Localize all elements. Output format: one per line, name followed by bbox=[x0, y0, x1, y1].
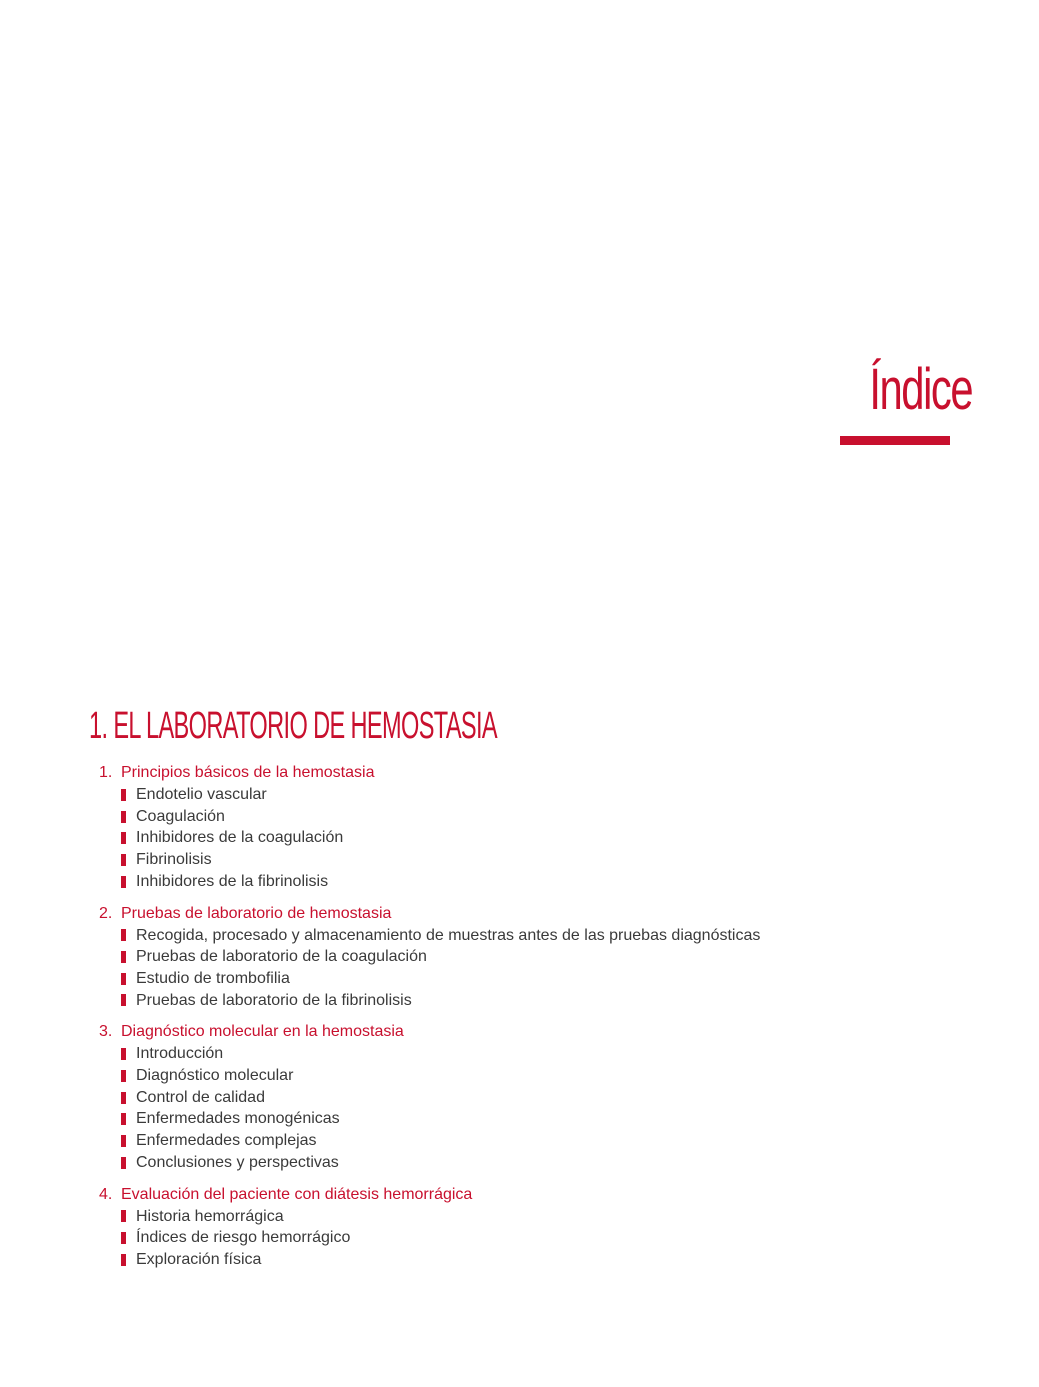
entry-label: Conclusiones y perspectivas bbox=[136, 1153, 339, 1171]
bullet-marker-icon bbox=[121, 876, 126, 888]
entry-label: Inhibidores de la fibrinolisis bbox=[136, 872, 329, 890]
toc-section-3 bbox=[99, 1021, 989, 1173]
toc-entry[interactable] bbox=[121, 784, 989, 806]
toc-entry[interactable] bbox=[121, 925, 989, 947]
subsection-list bbox=[99, 784, 989, 893]
bullet-marker-icon bbox=[121, 973, 126, 985]
entry-label: Historia hemorrágica bbox=[136, 1207, 284, 1225]
entry-label: Pruebas de laboratorio de la fibrinolisis bbox=[136, 991, 412, 1009]
subsection-list bbox=[99, 925, 989, 1012]
section-heading[interactable] bbox=[99, 903, 989, 925]
toc-entry[interactable] bbox=[121, 990, 989, 1012]
chapter-title: 1. EL LABORATORIO DE HEMOSTASIA bbox=[89, 705, 498, 747]
toc-section-4 bbox=[99, 1184, 989, 1271]
entry-label: Exploración física bbox=[136, 1250, 262, 1268]
bullet-marker-icon bbox=[121, 1070, 126, 1082]
entry-label: Diagnóstico molecular bbox=[136, 1067, 294, 1085]
section-number: 1. bbox=[99, 764, 113, 781]
section-number: 4. bbox=[99, 1185, 113, 1203]
bullet-marker-icon bbox=[121, 811, 126, 823]
section-number: 2. bbox=[99, 904, 113, 922]
section-title: Diagnóstico molecular en la hemostasia bbox=[121, 1023, 404, 1041]
entry-label: Introducción bbox=[136, 1045, 224, 1063]
subsection-list bbox=[99, 1043, 989, 1173]
toc-entry[interactable] bbox=[121, 1108, 989, 1130]
bullet-marker-icon bbox=[121, 1254, 126, 1266]
bullet-marker-icon bbox=[121, 832, 126, 844]
toc-entry[interactable] bbox=[121, 1227, 989, 1249]
toc-entry[interactable] bbox=[121, 968, 989, 990]
bullet-marker-icon bbox=[121, 1157, 126, 1169]
entry-label: Enfermedades complejas bbox=[136, 1132, 317, 1150]
section-heading[interactable] bbox=[99, 1184, 989, 1206]
bullet-marker-icon bbox=[121, 929, 126, 941]
section-number: 3. bbox=[99, 1023, 113, 1041]
entry-label: Estudio de trombofilia bbox=[136, 969, 290, 987]
toc-entry[interactable] bbox=[121, 1130, 989, 1152]
bullet-marker-icon bbox=[121, 789, 126, 801]
toc-entry[interactable] bbox=[121, 827, 989, 849]
entry-label: Enfermedades monogénicas bbox=[136, 1110, 340, 1128]
entry-label: Pruebas de laboratorio de la coagulación bbox=[136, 948, 427, 966]
section-heading[interactable] bbox=[99, 762, 989, 784]
page-title: Índice bbox=[869, 357, 973, 422]
bullet-marker-icon bbox=[121, 1210, 126, 1222]
entry-label: Inhibidores de la coagulación bbox=[136, 829, 344, 847]
toc-entry[interactable] bbox=[121, 1152, 989, 1174]
entry-label: Control de calidad bbox=[136, 1088, 265, 1106]
toc-entry[interactable] bbox=[121, 1065, 989, 1087]
entry-label: Fibrinolisis bbox=[136, 851, 212, 869]
bullet-marker-icon bbox=[121, 1048, 126, 1060]
toc-entry[interactable] bbox=[121, 849, 989, 871]
toc-entry[interactable] bbox=[121, 1206, 989, 1228]
section-title: Evaluación del paciente con diátesis hemorrágica bbox=[121, 1185, 473, 1203]
toc-entry[interactable] bbox=[121, 946, 989, 968]
toc-entry[interactable] bbox=[121, 1249, 989, 1271]
section-list bbox=[89, 762, 989, 1271]
entry-label: Índices de riesgo hemorrágico bbox=[136, 1229, 351, 1247]
subsection-list bbox=[99, 1206, 989, 1271]
entry-label: Coagulación bbox=[136, 807, 225, 825]
bullet-marker-icon bbox=[121, 1113, 126, 1125]
entry-label: Endotelio vascular bbox=[136, 786, 267, 803]
toc-entry[interactable] bbox=[121, 871, 989, 893]
section-title: Principios básicos de la hemostasia bbox=[121, 764, 375, 781]
toc-section-2 bbox=[99, 903, 989, 1012]
bullet-marker-icon bbox=[121, 994, 126, 1006]
section-heading[interactable] bbox=[99, 1021, 989, 1043]
title-underline bbox=[840, 436, 950, 445]
bullet-marker-icon bbox=[121, 1092, 126, 1104]
toc-section-1 bbox=[99, 762, 989, 893]
bullet-marker-icon bbox=[121, 1232, 126, 1244]
bullet-marker-icon bbox=[121, 1135, 126, 1147]
entry-label: Recogida, procesado y almacenamiento de muestras antes de las pruebas diagnósticas bbox=[136, 926, 761, 944]
bullet-marker-icon bbox=[121, 951, 126, 963]
chapter-block bbox=[89, 700, 989, 1281]
toc-entry[interactable] bbox=[121, 806, 989, 828]
page-title-block bbox=[838, 350, 973, 445]
toc-entry[interactable] bbox=[121, 1087, 989, 1109]
bullet-marker-icon bbox=[121, 854, 126, 866]
toc-entry[interactable] bbox=[121, 1043, 989, 1065]
section-title: Pruebas de laboratorio de hemostasia bbox=[121, 904, 392, 922]
